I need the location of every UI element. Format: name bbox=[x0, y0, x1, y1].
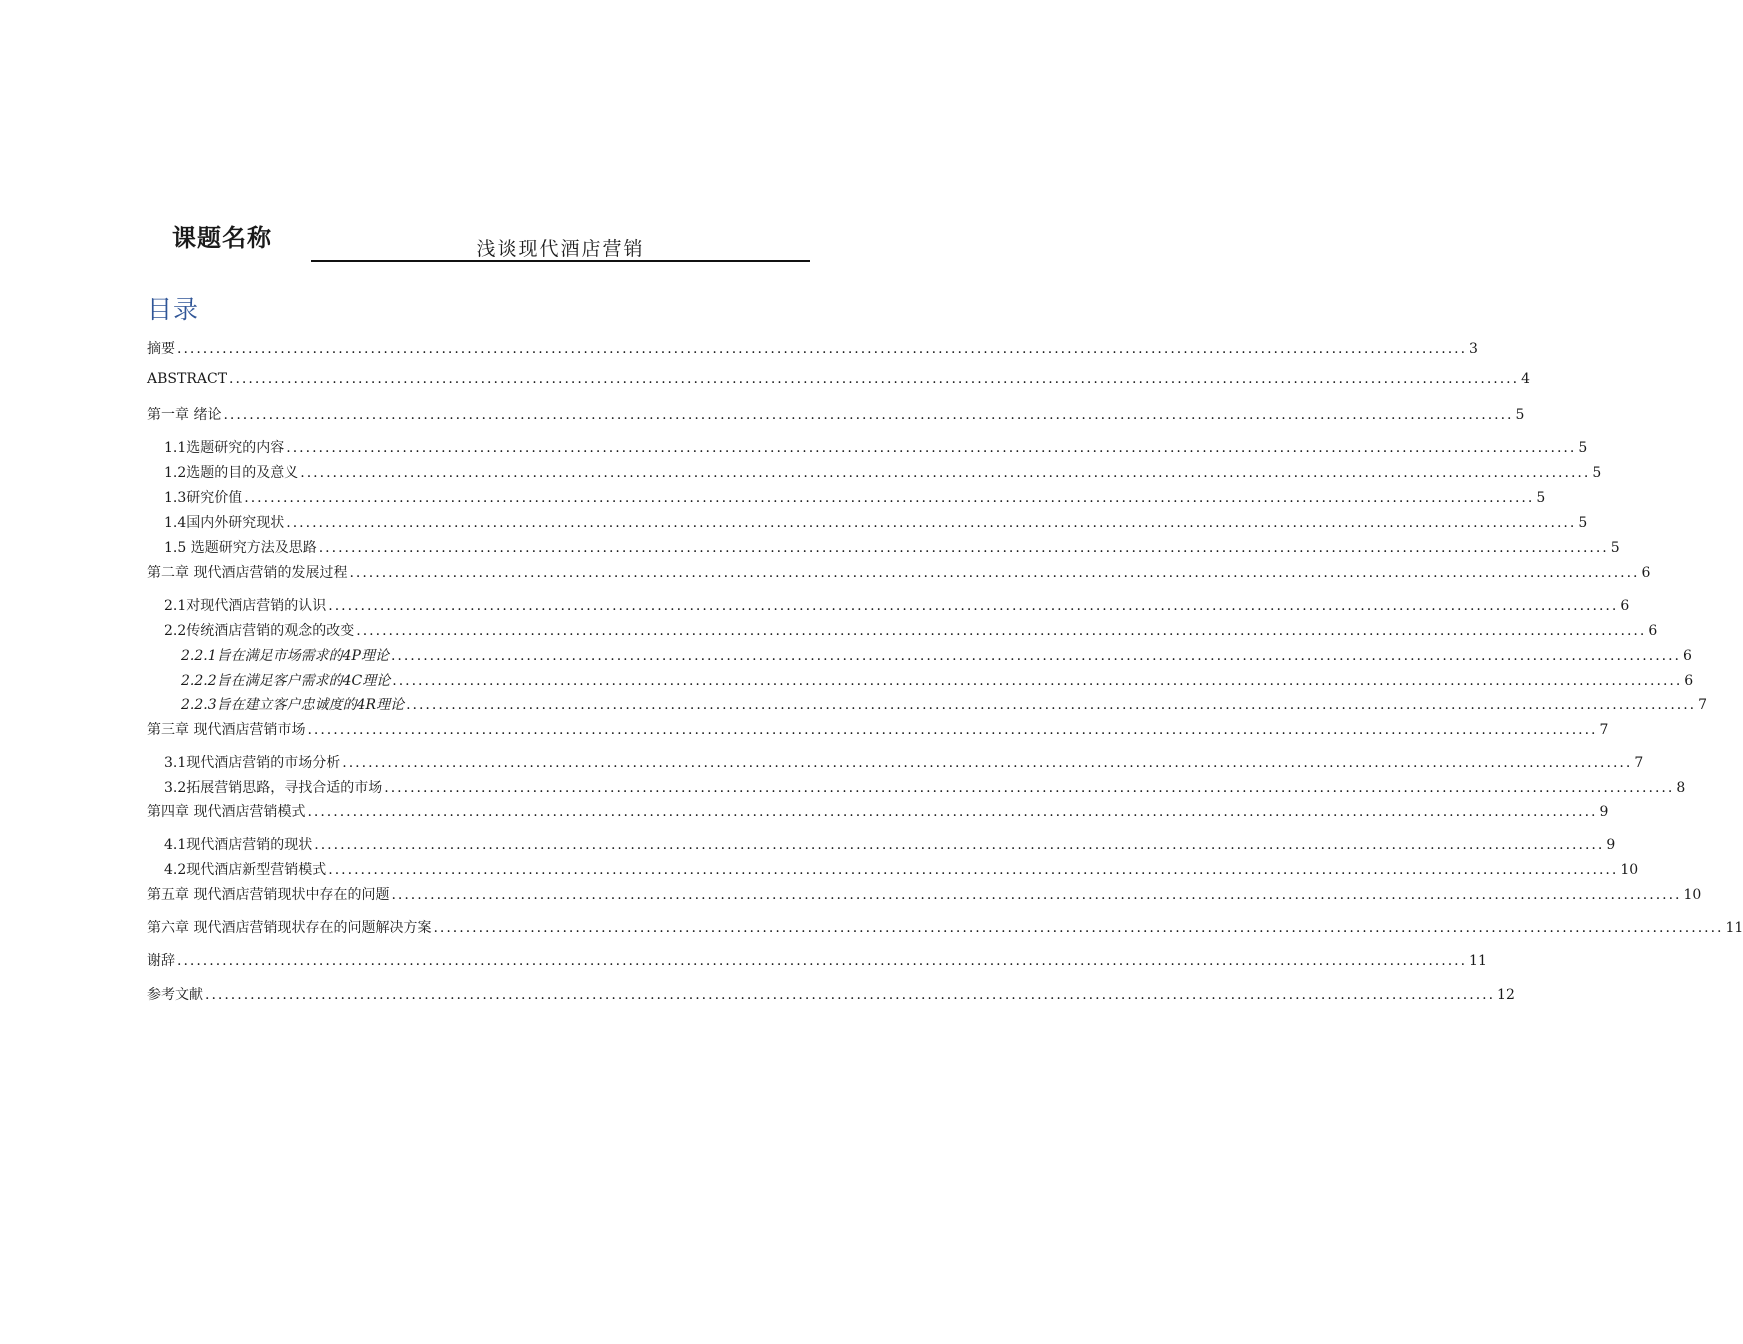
toc-entry-page: 5 bbox=[1578, 440, 1588, 456]
toc-leader-dots: ........................................................................................................................................................................................................ bbox=[342, 755, 1633, 771]
toc-entry[interactable] bbox=[164, 487, 1546, 509]
toc-leader-dots: ........................................................................................................................................................................................................ bbox=[177, 953, 1468, 969]
toc-entry[interactable] bbox=[147, 884, 1702, 906]
toc-entry-label: 第二章 现代酒店营销的发展过程 bbox=[147, 565, 348, 581]
toc-entry-label: 参考文献 bbox=[147, 987, 203, 1003]
toc-entry-page: 6 bbox=[1641, 565, 1651, 581]
toc-entry[interactable] bbox=[181, 670, 1694, 692]
toc-entry-page: 10 bbox=[1683, 887, 1702, 903]
toc-entry[interactable] bbox=[147, 950, 1487, 972]
toc-entry[interactable] bbox=[164, 437, 1588, 459]
toc-entry-label: 4.1现代酒店营销的现状 bbox=[164, 837, 313, 853]
toc-entry-page: 6 bbox=[1648, 623, 1658, 639]
toc-entry[interactable] bbox=[147, 917, 1743, 939]
toc-leader-dots: ........................................................................................................................................................................................................ bbox=[349, 565, 1640, 581]
toc-leader-dots: ........................................................................................................................................................................................................ bbox=[406, 697, 1697, 713]
toc-entry-label: 摘要 bbox=[147, 341, 175, 357]
toc-entry-label: 谢辞 bbox=[147, 953, 175, 969]
toc-entry-label: 1.3研究价值 bbox=[164, 490, 243, 506]
toc-entry-label: 第一章 绪论 bbox=[147, 407, 222, 423]
toc-entry[interactable] bbox=[164, 537, 1620, 559]
toc-leader-dots: ........................................................................................................................................................................................................ bbox=[229, 371, 1520, 387]
toc-entry[interactable] bbox=[147, 562, 1651, 584]
toc-entry[interactable] bbox=[147, 371, 1530, 393]
toc-entry[interactable] bbox=[181, 694, 1708, 716]
toc-entry-label: 4.2现代酒店新型营销模式 bbox=[164, 862, 327, 878]
toc-entry-page: 11 bbox=[1469, 953, 1487, 969]
toc-leader-dots: ........................................................................................................................................................................................................ bbox=[433, 920, 1724, 936]
toc-leader-dots: ........................................................................................................................................................................................................ bbox=[286, 515, 1577, 531]
toc-entry-label: 2.2.2旨在满足客户需求的4C理论 bbox=[181, 673, 391, 689]
toc-leader-dots: ........................................................................................................................................................................................................ bbox=[384, 780, 1675, 796]
toc-entry-page: 7 bbox=[1599, 722, 1609, 738]
toc-entry-page: 10 bbox=[1620, 862, 1639, 878]
toc-entry-page: 5 bbox=[1610, 540, 1620, 556]
toc-leader-dots: ........................................................................................................................................................................................................ bbox=[318, 540, 1609, 556]
toc-entry[interactable] bbox=[164, 512, 1588, 534]
toc-entry-page: 7 bbox=[1634, 755, 1644, 771]
toc-entry-label: 第三章 现代酒店营销市场 bbox=[147, 722, 306, 738]
toc-entry-label: 1.2选题的目的及意义 bbox=[164, 465, 299, 481]
toc-entry[interactable] bbox=[164, 752, 1644, 774]
toc-entry-label: 3.1现代酒店营销的市场分析 bbox=[164, 755, 341, 771]
toc-entry-label: 1.1选题研究的内容 bbox=[164, 440, 285, 456]
toc-leader-dots: ........................................................................................................................................................................................................ bbox=[314, 837, 1605, 853]
toc-entry-page: 6 bbox=[1684, 673, 1694, 689]
title-underline bbox=[311, 260, 810, 262]
toc-leader-dots: ........................................................................................................................................................................................................ bbox=[356, 623, 1647, 639]
toc-entry-page: 3 bbox=[1469, 341, 1478, 357]
toc-leader-dots: ........................................................................................................................................................................................................ bbox=[205, 987, 1496, 1003]
toc-entry-page: 4 bbox=[1521, 371, 1530, 387]
toc-leader-dots: ........................................................................................................................................................................................................ bbox=[244, 490, 1535, 506]
toc-entry-label: 2.2.1旨在满足市场需求的4P理论 bbox=[181, 648, 389, 664]
toc-entry-label: 2.2.3旨在建立客户忠诚度的4R理论 bbox=[181, 697, 405, 713]
toc-entry-page: 5 bbox=[1578, 515, 1588, 531]
toc-entry[interactable] bbox=[164, 462, 1602, 484]
toc-entry[interactable] bbox=[164, 595, 1630, 617]
toc-entry[interactable] bbox=[164, 620, 1658, 642]
toc-entry[interactable] bbox=[164, 777, 1686, 799]
toc-entry-label: 1.4国内外研究现状 bbox=[164, 515, 285, 531]
toc-entry-page: 7 bbox=[1698, 697, 1708, 713]
toc-entry-page: 11 bbox=[1725, 920, 1743, 936]
toc-entry[interactable] bbox=[164, 834, 1616, 856]
toc-entry[interactable] bbox=[181, 645, 1692, 667]
toc-entry-label: 2.1对现代酒店营销的认识 bbox=[164, 598, 327, 614]
toc-leader-dots: ........................................................................................................................................................................................................ bbox=[391, 887, 1682, 903]
toc-entry[interactable] bbox=[164, 859, 1639, 881]
toc-entry-label: 第六章 现代酒店营销现状存在的问题解决方案 bbox=[147, 920, 432, 936]
toc-entry-page: 5 bbox=[1515, 407, 1525, 423]
toc-entry-label: 第五章 现代酒店营销现状中存在的问题 bbox=[147, 887, 390, 903]
toc-leader-dots: ........................................................................................................................................................................................................ bbox=[223, 407, 1514, 423]
toc-leader-dots: ........................................................................................................................................................................................................ bbox=[286, 440, 1577, 456]
toc-entry-label: 2.2传统酒店营销的观念的改变 bbox=[164, 623, 355, 639]
toc-entry-page: 5 bbox=[1536, 490, 1546, 506]
toc-entry-label: ABSTRACT bbox=[147, 371, 228, 387]
toc-entry-label: 1.5 选题研究方法及思路 bbox=[164, 540, 317, 556]
toc-leader-dots: ........................................................................................................................................................................................................ bbox=[328, 598, 1619, 614]
toc-entry-page: 8 bbox=[1676, 780, 1686, 796]
toc-entry-page: 6 bbox=[1620, 598, 1630, 614]
toc-entry-page: 6 bbox=[1683, 648, 1692, 664]
toc-entry-label: 3.2拓展营销思路，寻找合适的市场 bbox=[164, 780, 383, 796]
toc-entry-page: 12 bbox=[1497, 987, 1515, 1003]
toc-heading: 目录 bbox=[147, 295, 200, 324]
toc-leader-dots: ........................................................................................................................................................................................................ bbox=[300, 465, 1591, 481]
toc-leader-dots: ........................................................................................................................................................................................................ bbox=[392, 673, 1683, 689]
topic-title: 浅谈现代酒店营销 bbox=[476, 238, 645, 260]
toc-entry[interactable] bbox=[147, 801, 1609, 823]
toc-entry[interactable] bbox=[147, 719, 1609, 741]
toc-entry-label: 第四章 现代酒店营销模式 bbox=[147, 804, 306, 820]
toc-leader-dots: ........................................................................................................................................................................................................ bbox=[177, 341, 1468, 357]
toc-entry[interactable] bbox=[147, 338, 1478, 360]
toc-entry[interactable] bbox=[147, 404, 1525, 426]
toc-entry[interactable] bbox=[147, 984, 1515, 1006]
toc-entry-page: 5 bbox=[1592, 465, 1602, 481]
topic-label: 课题名称 bbox=[172, 224, 272, 252]
toc-entry-page: 9 bbox=[1606, 837, 1616, 853]
toc-entry-page: 9 bbox=[1599, 804, 1609, 820]
toc-leader-dots: ........................................................................................................................................................................................................ bbox=[328, 862, 1619, 878]
toc-leader-dots: ........................................................................................................................................................................................................ bbox=[307, 804, 1598, 820]
toc-leader-dots: ........................................................................................................................................................................................................ bbox=[307, 722, 1598, 738]
toc-leader-dots: ........................................................................................................................................................................................................ bbox=[390, 648, 1681, 664]
